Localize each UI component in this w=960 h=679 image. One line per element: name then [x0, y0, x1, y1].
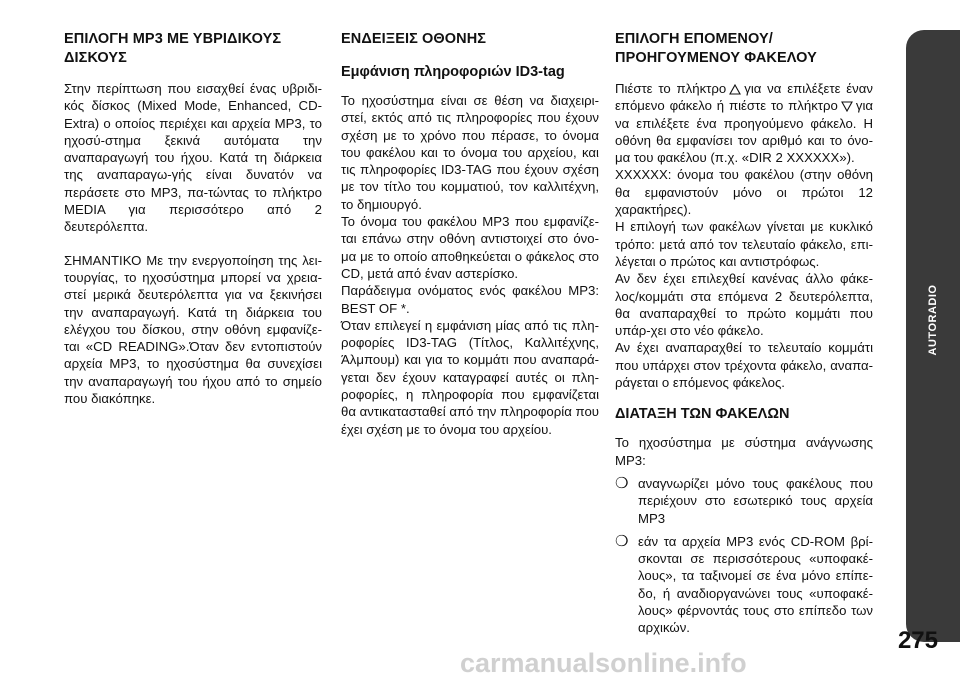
paragraph: Το ηχοσύστημα είναι σε θέση να διαχειρι-στεί, εκτός από τις πληροφορίες που έχουν σχέση με το χρόνο που πέρασε, το όνομα του φακέλου και το όνομα του αρχείου, και τις πληροφορίες ID3-TAG που έχουν σχέση με τον τίτλο του κομματιού, τον καλλιτέχνη, το δημιουργό.: [341, 93, 599, 212]
chapter-tab-label: AUTORADIO: [927, 284, 939, 356]
paragraph: Η επιλογή των φακέλων γίνεται με κυκλικό τρόπο: μετά από τον τελευταίο φάκελο, επι-λέγεται ο πρώτος και αντιστρόφως.: [615, 219, 873, 269]
column-left: [64, 30, 322, 407]
list-item-text: εάν τα αρχεία MP3 ενός CD-ROM βρί-σκονται σε περισσότερους «υποφακέ-λους», τα ταξινομεί σε ένα μόνο επίπε-δο, ή αναδιοργανώνει τους «υποφακέ-λους» φέρνοντάς τους στο επίπεδο των αρχικών.: [638, 533, 873, 636]
section-heading-mp3-hybrid: ΕΠΙΛΟΓΗ MP3 ΜΕ ΥΒΡΙΔΙΚΟΥΣ ΔΙΣΚΟΥΣ: [64, 31, 282, 66]
paragraph: XXXXXX: όνομα του φακέλου (στην οθόνη θα εμφανιστούν μόνο οι πρώτοι 12 χαρακτήρες).: [615, 167, 873, 218]
paragraph-buttons: [615, 80, 873, 166]
list-item-text: αναγνωρίζει μόνο τους φακέλους που περιέχουν στο εσωτερικό τους αρχεία MP3: [638, 475, 873, 526]
paragraph: Το ηχοσύστημα με σύστημα ανάγνωσης MP3:: [615, 435, 873, 468]
down-triangle-icon: [841, 101, 853, 112]
page-number: 275: [897, 627, 938, 654]
paragraph: Αν έχει αναπαραχθεί το τελευταίο κομμάτι που υπάρχει στον τρέχοντα φάκελο, αναπα-ράγεται ο επόμενος φάκελος.: [615, 340, 873, 391]
up-triangle-icon: [729, 84, 741, 95]
section-heading-folder-layout: ΔΙΑΤΑΞΗ ΤΩΝ ΦΑΚΕΛΩΝ: [615, 406, 790, 423]
text-fragment: Πιέστε το πλήκτρο: [615, 81, 727, 96]
list-item: [615, 475, 873, 527]
section-heading-folder-select: ΕΠΙΛΟΓΗ ΕΠΟΜΕΝΟΥ/ ΠΡΟΗΓΟΥΜΕΝΟΥ ΦΑΚΕΛΟΥ: [615, 31, 817, 66]
paragraph: Παράδειγμα ονόματος ενός φακέλου MP3: BEST OF *.: [341, 283, 599, 316]
paragraph-important: ΣΗΜΑΝΤΙΚΟ Με την ενεργοποίηση της λει-τουργίας, το ηχοσύστημα μπορεί να χρεια-στεί μερικά δευτερόλεπτα για να ξεκινήσει την αναπαραγωγή. Κατά τη διάρκεια του ελέγχου του δίσκου, στην οθόνη εμφανίζε-ται «CD READING».Όταν δεν εντοπιστούν αρχεία MP3, το ηχοσύστημα θα συνεχίσει την αναπαραγωγή του ήχου από το σημείο που διακόπηκε.: [64, 252, 322, 407]
bullet-list: [615, 475, 873, 637]
paragraph: Το όνομα του φακέλου MP3 που εμφανίζε-ται επάνω στην οθόνη αντιστοιχεί στο όνο-μα με το οποίο αποθηκεύεται ο φάκελος στο CD, μετά από έναν αστερίσκο.: [341, 214, 599, 281]
circle-bullet-icon: ❍: [615, 532, 629, 550]
watermark: carmanualsonline.info: [460, 648, 747, 678]
paragraph: Στην περίπτωση που εισαχθεί ένας υβριδι-κός δίσκος (Mixed Mode, Enhanced, CD-Extra) ο οποίος περιέχει και αρχεία MP3, το ηχοσύ-στημα ξεκινά αυτόματα την αναπαραγωγή του ήχου. Κατά τη διάρκεια της αναπαραγω-γής είναι δυνατόν να περάσετε στο MP3, πα-τώντας το πλήκτρο MEDIA για περισσότερο από 2 δευτερόλεπτα.: [64, 81, 322, 235]
paragraph: Όταν επιλεγεί η εμφάνιση μίας από τις πλη-ροφορίες ID3-TAG (Τίτλος, Καλλιτέχνης, Άλμπουμ) και για το κομμάτι που αναπαρά-γεται δεν έχουν καταγραφεί αυτές οι πλη-ροφορίες, η πληροφορία που εμφανίζεται θα αντικατασταθεί από την πληροφορία που έχει σχέση με το όνομα του αρχείου.: [341, 317, 599, 437]
list-item: [615, 533, 873, 637]
circle-bullet-icon: ❍: [615, 474, 629, 492]
text-fragment: για να επιλέξετε ένα προηγούμενο φάκελο. Η οθόνη θα εμφανίσει τον αριθμό και το όνο-μα του φακέλου (π.χ. «DIR 2 XXXXXX»).: [615, 98, 873, 166]
paragraph: Αν δεν έχει επιλεχθεί κανένας άλλο φάκε-λος/κομμάτι στα επόμενα 2 δευτερόλεπτα, θα αναπαραχθεί το πρώτο κομμάτι που υπάρ-χει στο νέο φάκελο.: [615, 271, 873, 339]
column-right: [615, 30, 873, 643]
text-fragment: για να επιλέξετε έναν επόμενο φάκελο ή πιέστε το πλήκτρο: [615, 81, 873, 114]
column-middle: [341, 30, 599, 438]
chapter-side-tab: [906, 30, 960, 642]
subsection-heading-id3: Εμφάνιση πληροφοριών ID3-tag: [341, 64, 565, 80]
section-heading-display: ΕΝΔΕΙΞΕΙΣ ΟΘΟΝΗΣ: [341, 31, 487, 47]
